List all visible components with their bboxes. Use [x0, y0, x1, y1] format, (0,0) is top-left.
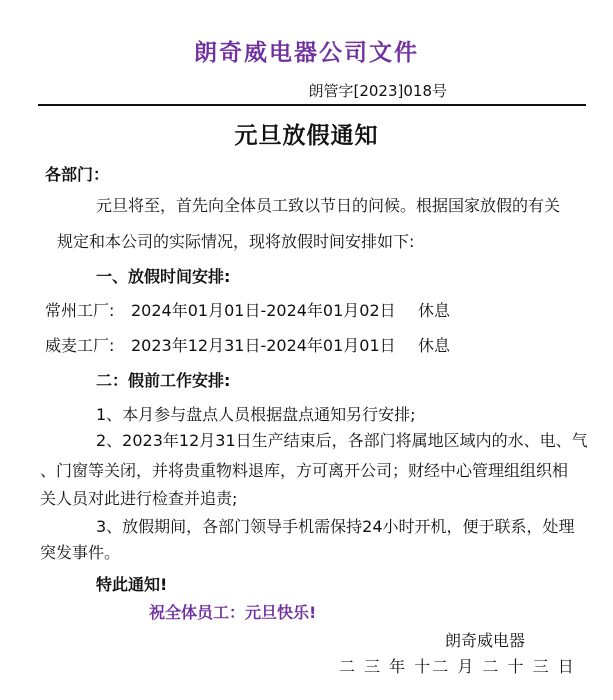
schedule-place: 常州工厂:: [45, 301, 115, 320]
salutation: 各部门：: [45, 165, 110, 184]
section2-heading: 二：假前工作安排:: [96, 371, 231, 390]
arrangement-item-2-line-1: 2、2023年12月31日生产结束后，各部门将属地区域内的水、电、气: [96, 431, 588, 450]
intro-line-2: 规定和本公司的实际情况，现将放假时间安排如下:: [57, 232, 415, 251]
schedule-dates: 2024年01月01日-2024年01月02日: [131, 301, 396, 320]
arrangement-item-2-line-3: 关人员对此进行检查并追责;: [40, 489, 238, 508]
intro-line-1: 元旦将至，首先向全体员工致以节日的问候。根据国家放假的有关: [96, 196, 561, 215]
arrangement-item-3-line-1: 3、放假期间，各部门领导手机需保持24小时开机，便于联系，处理: [96, 517, 575, 536]
schedule-row: [45, 298, 450, 321]
schedule-status: 休息: [418, 301, 451, 320]
section1-heading: 一、放假时间安排:: [96, 267, 231, 286]
header-divider: [38, 104, 586, 106]
notice-end: 特此通知!: [96, 575, 168, 594]
schedule-status: 休息: [418, 336, 451, 355]
schedule-row: [45, 333, 450, 356]
arrangement-item-1: 1、本月参与盘点人员根据盘点通知另行安排;: [96, 405, 416, 424]
arrangement-item-3-line-2: 突发事件。: [40, 543, 121, 562]
arrangement-item-2-line-2: 、门窗等关闭，并将贵重物料退库，方可离开公司；财经中心管理组组织相: [40, 461, 569, 480]
company-doc-header: 朗奇威电器公司文件: [194, 40, 419, 66]
signature-date: 二 三 年 十二 月 二 十 三 日: [339, 657, 576, 676]
schedule-dates: 2023年12月31日-2024年01月01日: [131, 336, 396, 355]
document-number: 朗管字[2023]018号: [308, 82, 447, 100]
notice-title: 元旦放假通知: [234, 123, 379, 149]
signature-company: 朗奇威电器: [445, 631, 526, 650]
schedule-place: 威麦工厂:: [45, 336, 115, 355]
holiday-greeting: 祝全体员工：元旦快乐!: [149, 603, 317, 622]
